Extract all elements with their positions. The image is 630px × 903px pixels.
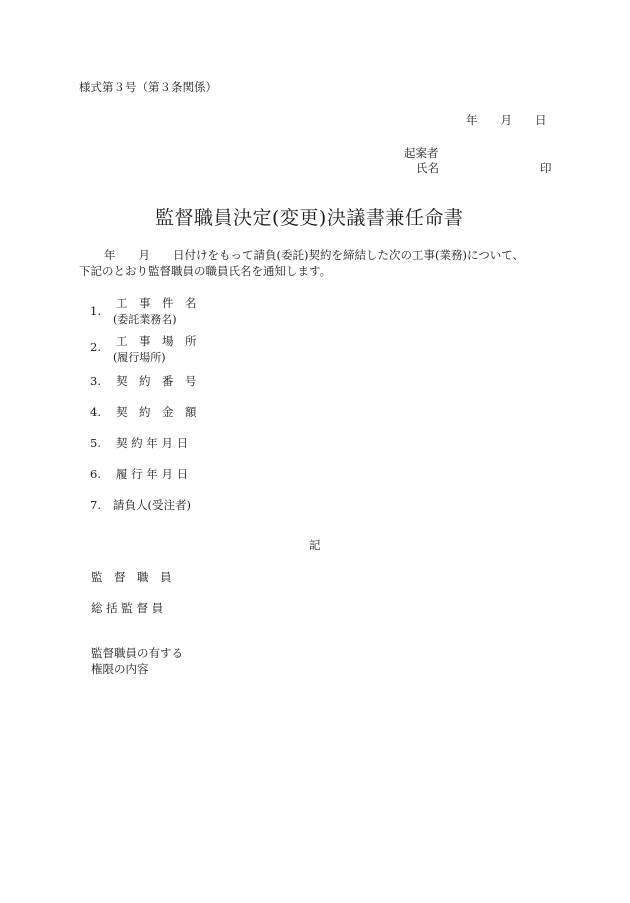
item-number-3: 3. bbox=[90, 374, 101, 388]
document-title: 監督職員決定(変更)決議書兼任命書 bbox=[155, 207, 464, 229]
intro-line-1: 年 月 日付けをもって請負(委託)契約を締結した次の工事(業務)について、 bbox=[104, 248, 524, 262]
seal-mark: 印 bbox=[540, 161, 552, 175]
chief-supervisor-label: 総 括 監 督 員 bbox=[91, 601, 164, 615]
date-line: 年 月 日 bbox=[466, 113, 547, 127]
authority-label-line-1: 監督職員の有する bbox=[91, 646, 183, 660]
item-number-2: 2. bbox=[90, 340, 101, 354]
item-label-2: 工 事 場 所 bbox=[116, 334, 197, 348]
supervisor-staff-label: 監 督 職 員 bbox=[91, 570, 172, 584]
name-label: 氏名 bbox=[416, 161, 439, 175]
item-number-5: 5. bbox=[90, 436, 101, 450]
form-number: 様式第３号（第３条関係） bbox=[79, 80, 217, 94]
item-label-5: 契 約 年 月 日 bbox=[116, 436, 189, 450]
ki-mark: 記 bbox=[309, 538, 321, 552]
item-label-6: 履 行 年 月 日 bbox=[116, 467, 189, 481]
item-number-4: 4. bbox=[90, 405, 101, 419]
item-number-7: 7. bbox=[90, 498, 101, 512]
item-label-4: 契 約 金 額 bbox=[116, 405, 197, 419]
authority-label-line-2: 権限の内容 bbox=[91, 662, 149, 676]
drafter-label: 起案者 bbox=[404, 146, 439, 160]
item-label-3: 契 約 番 号 bbox=[116, 374, 197, 388]
item-label-1: 工 事 件 名 bbox=[116, 296, 197, 310]
item-label-7: 請負人(受注者) bbox=[113, 498, 191, 512]
item-sub-1: (委託業務名) bbox=[113, 313, 177, 326]
item-sub-2: (履行場所) bbox=[113, 351, 166, 364]
intro-line-2: 下記のとおり監督職員の職員氏名を通知します。 bbox=[79, 264, 332, 278]
item-number-6: 6. bbox=[90, 467, 101, 481]
item-number-1: 1. bbox=[90, 304, 101, 318]
